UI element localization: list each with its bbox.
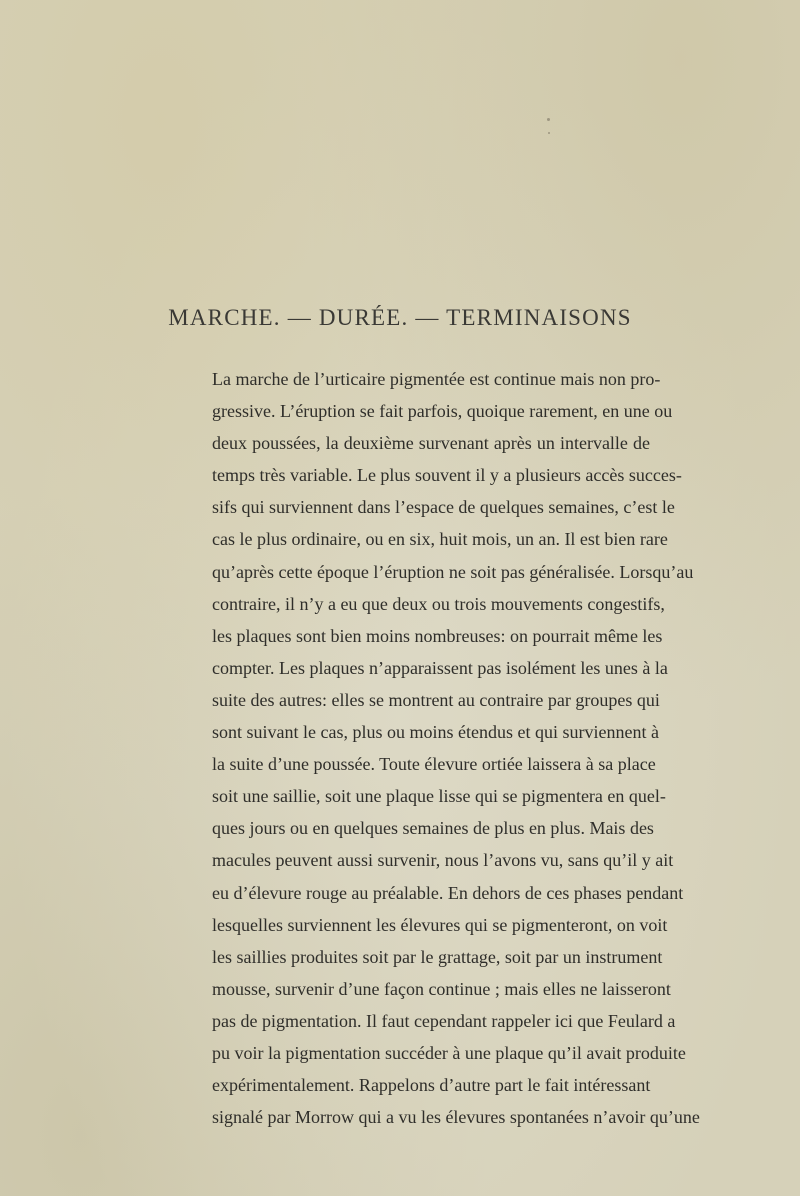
paper-speck [547,118,550,121]
text-line: soit une saillie, soit une plaque lisse qui se pigmentera en quel- [212,786,666,807]
text-line: eu d’élevure rouge au préalable. En dehors de ces phases pendant [212,882,684,903]
paper-speck [548,132,550,134]
text-line: lesquelles surviennent les élevures qui se pigmenteront, on voit [212,914,668,935]
text-line: temps très variable. Le plus souvent il y a plusieurs accès succes- [212,465,682,486]
text-line: pu voir la pigmentation succéder à une plaque qu’il avait produite [212,1042,686,1063]
text-line: suite des autres: elles se montrent au contraire par groupes qui [212,689,660,710]
text-line: les saillies produites soit par le grattage, soit par un instrument [212,946,663,967]
text-line: sont suivant le cas, plus ou moins étendus et qui surviennent à [212,722,659,743]
text-line: signalé par Morrow qui a vu les élevures spontanées n’avoir qu’une [212,1107,700,1128]
text-line: la suite d’une poussée. Toute élevure ortiée laissera à sa place [212,754,656,775]
text-line: les plaques sont bien moins nombreuses: on pourrait même les [212,625,663,646]
body-paragraph [212,363,700,1133]
text-line: contraire, il n’y a eu que deux ou trois mouvements congestifs, [212,593,665,614]
text-line: ques jours ou en quelques semaines de plus en plus. Mais des [212,818,654,839]
text-line: pas de pigmentation. Il faut cependant rappeler ici que Feulard a [212,1010,676,1031]
text-line: La marche de l’urticaire pigmentée est continue mais non pro- [212,369,661,389]
page-title: MARCHE. — DURÉE. — TERMINAISONS [168,305,632,330]
text-line: compter. Les plaques n’apparaissent pas isolément les unes à la [212,657,668,678]
text-line: qu’après cette époque l’éruption ne soit pas généralisée. Lorsqu’au [212,561,694,582]
text-line: cas le plus ordinaire, ou en six, huit mois, un an. Il est bien rare [212,529,668,550]
text-line: expérimentalement. Rappelons d’autre part le fait intéressant [212,1075,651,1096]
text-line: deux poussées, la deuxième survenant après un intervalle de [212,433,650,454]
text-line: mousse, survenir d’une façon continue ; mais elles ne laisseront [212,978,671,999]
text-line: gressive. L’éruption se fait parfois, quoique rarement, en une ou [212,401,673,422]
text-line: sifs qui surviennent dans l’espace de quelques semaines, c’est le [212,497,675,518]
text-line: macules peuvent aussi survenir, nous l’avons vu, sans qu’il y ait [212,850,674,871]
